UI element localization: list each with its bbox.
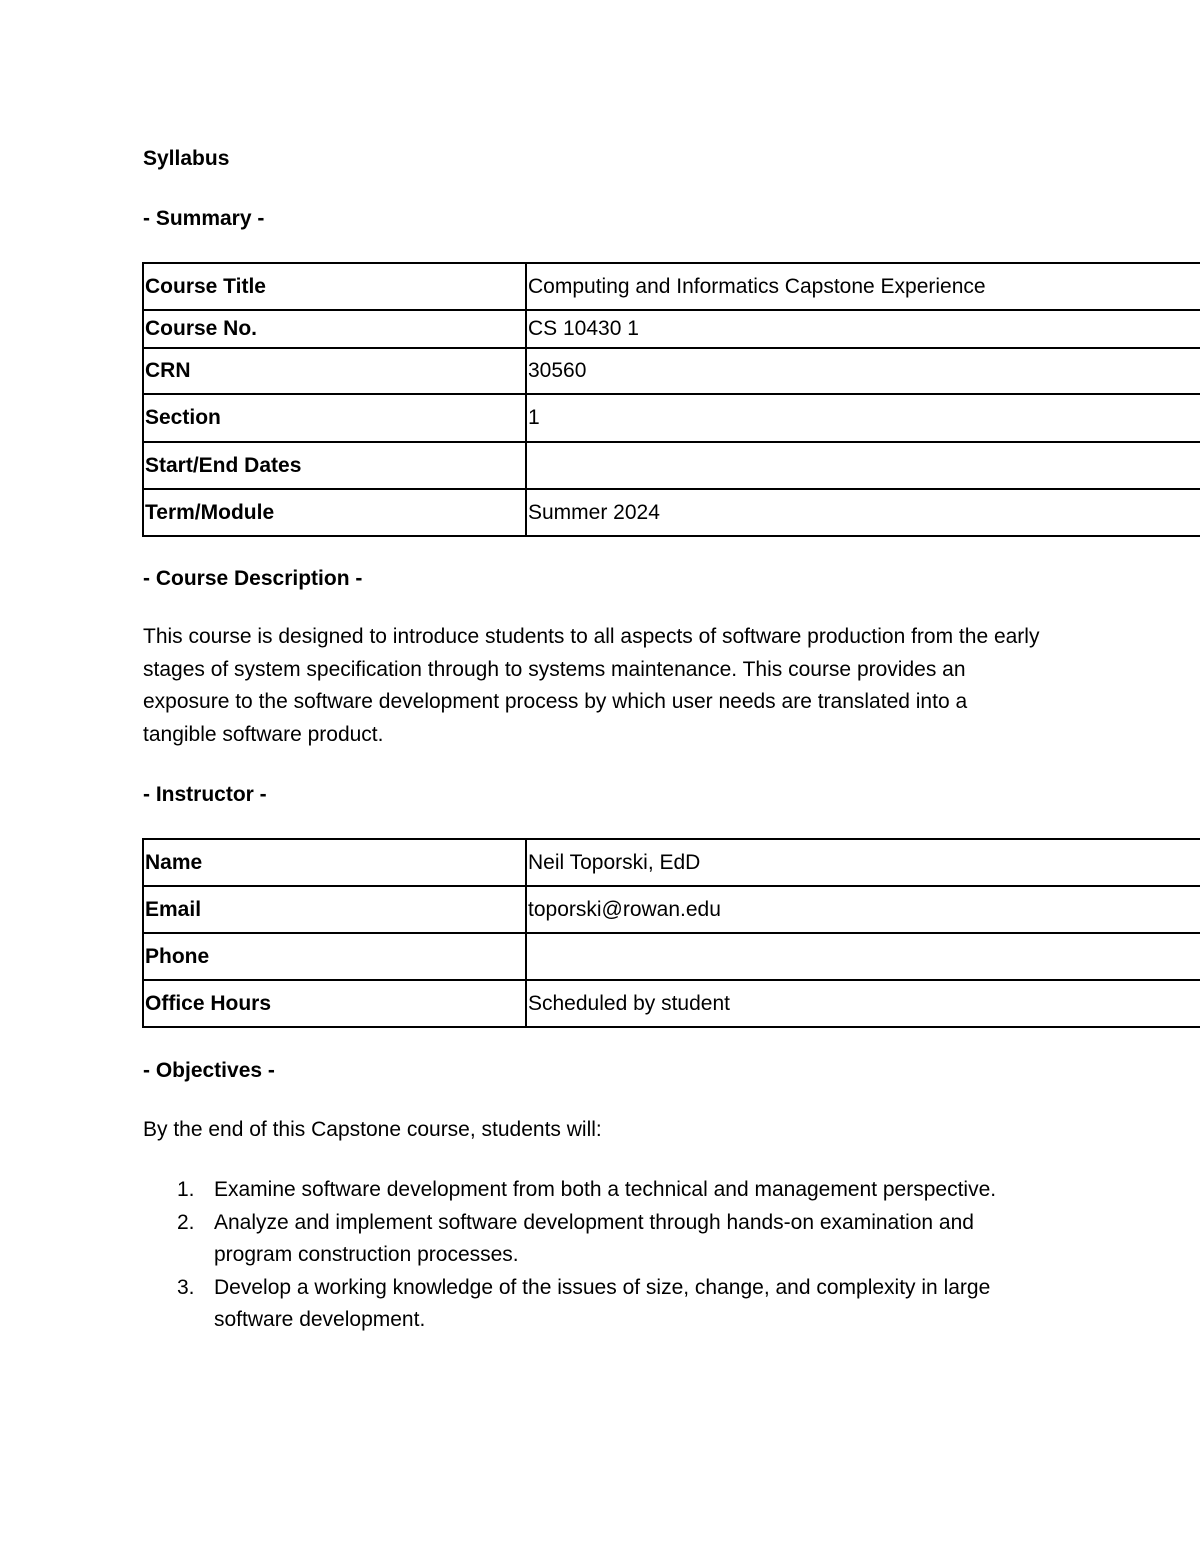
instructor-row-office-hours (143, 980, 1200, 1027)
summary-value: 1 (526, 394, 1200, 442)
summary-value: Summer 2024 (526, 489, 1200, 536)
summary-row-crn (143, 348, 1200, 394)
instructor-value (526, 933, 1200, 980)
summary-label: Term/Module (143, 489, 526, 536)
objective-item (143, 1207, 1043, 1272)
summary-label: Course No. (143, 310, 526, 348)
instructor-value: Scheduled by student (526, 980, 1200, 1027)
objectives-list (143, 1174, 1043, 1337)
summary-row-section (143, 394, 1200, 442)
instructor-value: Neil Toporski, EdD (526, 839, 1200, 886)
objective-number: 2. (177, 1210, 195, 1234)
instructor-label: Office Hours (143, 980, 526, 1027)
objective-text: Examine software development from both a technical and management perspective. (214, 1178, 997, 1201)
instructor-label: Email (143, 886, 526, 933)
instructor-row-phone (143, 933, 1200, 980)
instructor-row-name (143, 839, 1200, 886)
objectives-intro: By the end of this Capstone course, students will: (143, 1118, 602, 1141)
objective-text: Analyze and implement software development through hands-on examination and program construction processes. (214, 1210, 974, 1266)
summary-value: CS 10430 1 (526, 310, 1200, 348)
objective-number: 3. (177, 1275, 195, 1299)
summary-table (142, 262, 1200, 537)
summary-label: Course Title (143, 263, 526, 310)
summary-value: Computing and Informatics Capstone Experience (526, 263, 1200, 310)
summary-row-start-end-dates (143, 442, 1200, 489)
summary-label: CRN (143, 348, 526, 394)
instructor-table (142, 838, 1200, 1028)
summary-value: 30560 (526, 348, 1200, 394)
objective-item (143, 1174, 1043, 1207)
summary-label: Section (143, 394, 526, 442)
instructor-value: toporski@rowan.edu (526, 886, 1200, 933)
summary-heading: - Summary - (143, 207, 265, 230)
objective-text: Develop a working knowledge of the issues of size, change, and complexity in large software development. (214, 1275, 991, 1331)
course-description-heading: - Course Description - (143, 567, 363, 590)
course-description-text: This course is designed to introduce students to all aspects of software production from the early stages of system specification through to systems maintenance. This course provides an exposure to the software development process by which user needs are translated into a tangible software product. (143, 625, 1040, 746)
summary-row-course-no (143, 310, 1200, 348)
instructor-label: Phone (143, 933, 526, 980)
instructor-row-email (143, 886, 1200, 933)
summary-row-course-title (143, 263, 1200, 310)
objective-item (143, 1272, 1043, 1337)
instructor-label: Name (143, 839, 526, 886)
instructor-heading: - Instructor - (143, 783, 267, 806)
summary-row-term-module (143, 489, 1200, 536)
summary-label: Start/End Dates (143, 442, 526, 489)
document-title: Syllabus (143, 147, 230, 170)
summary-value (526, 442, 1200, 489)
objective-number: 1. (177, 1178, 195, 1201)
objectives-heading: - Objectives - (143, 1059, 275, 1082)
